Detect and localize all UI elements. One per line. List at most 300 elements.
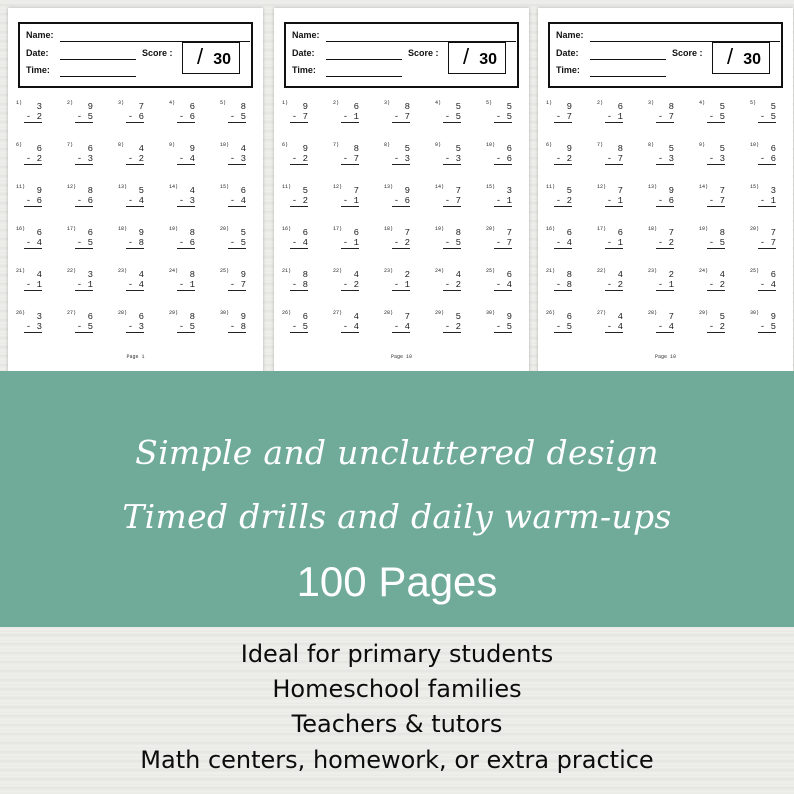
- subtrahend-value: 6: [189, 238, 195, 248]
- subtrahend-value: 2: [36, 112, 42, 122]
- minuend: 5: [668, 144, 674, 154]
- time-label: Time:: [556, 65, 580, 75]
- problem-number: 11): [282, 184, 292, 190]
- problem-number: 21): [282, 268, 292, 274]
- subtraction-problem: [384, 226, 432, 260]
- minus-sign: -: [25, 280, 37, 290]
- problem-number: 26): [546, 310, 556, 316]
- subtrahend: [443, 196, 461, 207]
- problem-number: 7): [597, 142, 604, 148]
- subtraction-problem: [435, 268, 483, 302]
- subtrahend: [494, 280, 512, 291]
- subtrahend: [126, 238, 144, 249]
- subtrahend: [177, 280, 195, 291]
- minuend: 9: [138, 228, 144, 238]
- subtrahend-value: 1: [668, 280, 674, 290]
- subtrahend: [656, 322, 674, 333]
- subtrahend: [228, 154, 246, 165]
- name-label: Name:: [556, 30, 584, 40]
- subtrahend-value: 1: [617, 196, 623, 206]
- subtrahend-value: 1: [770, 196, 776, 206]
- subtrahend-value: 2: [566, 154, 572, 164]
- subtrahend-value: 8: [302, 280, 308, 290]
- minuend: 7: [138, 102, 144, 112]
- subtrahend: [75, 238, 93, 249]
- page-number-label: Page 10: [390, 354, 412, 360]
- subtrahend-value: 4: [668, 322, 674, 332]
- audience-line-3: Teachers & tutors: [291, 710, 503, 738]
- minuend: 4: [617, 312, 623, 322]
- subtraction-problem: [435, 310, 483, 344]
- minuend: 4: [189, 186, 195, 196]
- subtraction-problem: [169, 310, 217, 344]
- subtrahend-value: 7: [240, 280, 246, 290]
- subtrahend-value: 1: [353, 196, 359, 206]
- minuend: 5: [240, 228, 246, 238]
- subtrahend-value: 4: [138, 196, 144, 206]
- subtrahend-value: 5: [189, 322, 195, 332]
- subtrahend: [177, 322, 195, 333]
- time-line: [60, 76, 136, 77]
- subtrahend-value: 2: [302, 154, 308, 164]
- subtrahend-value: 2: [455, 280, 461, 290]
- subtrahend: [605, 196, 623, 207]
- subtrahend: [290, 238, 308, 249]
- minuend: 5: [566, 186, 572, 196]
- subtrahend: [228, 280, 246, 291]
- subtrahend-value: 4: [353, 322, 359, 332]
- score-label: Score :: [672, 48, 703, 58]
- minus-sign: -: [25, 238, 37, 248]
- minus-sign: -: [76, 280, 88, 290]
- subtrahend: [290, 196, 308, 207]
- minuend: 6: [189, 102, 195, 112]
- subtraction-problem: [169, 226, 217, 260]
- minus-sign: -: [178, 322, 190, 332]
- subtraction-problem: [16, 100, 64, 134]
- minuend: 7: [404, 228, 410, 238]
- problem-number: 9): [699, 142, 706, 148]
- subtraction-problem: [220, 184, 268, 218]
- minus-sign: -: [759, 196, 771, 206]
- subtraction-problem: [118, 310, 166, 344]
- minuend: 5: [770, 102, 776, 112]
- minuend: 6: [138, 312, 144, 322]
- subtrahend-value: 4: [189, 154, 195, 164]
- minuend: 9: [302, 144, 308, 154]
- subtrahend: [177, 196, 195, 207]
- minus-sign: -: [606, 322, 618, 332]
- minuend: 8: [566, 270, 572, 280]
- subtraction-problem: [546, 100, 594, 134]
- problem-number: 13): [118, 184, 128, 190]
- minus-sign: -: [229, 154, 241, 164]
- minuend: 9: [566, 102, 572, 112]
- subtrahend: [656, 154, 674, 165]
- problem-number: 17): [597, 226, 607, 232]
- minuend: 9: [36, 186, 42, 196]
- minus-sign: -: [555, 322, 567, 332]
- subtraction-problem: [435, 100, 483, 134]
- minuend: 8: [353, 144, 359, 154]
- minuend: 8: [617, 144, 623, 154]
- subtrahend: [75, 112, 93, 123]
- minuend: 4: [240, 144, 246, 154]
- subtrahend-value: 8: [566, 280, 572, 290]
- feature-banner: [0, 371, 794, 627]
- minuend: 7: [719, 186, 725, 196]
- subtrahend-value: 3: [719, 154, 725, 164]
- subtrahend: [707, 322, 725, 333]
- minus-sign: -: [759, 154, 771, 164]
- minuend: 8: [189, 270, 195, 280]
- subtrahend-value: 6: [138, 112, 144, 122]
- minus-sign: -: [444, 112, 456, 122]
- subtraction-problem: [220, 142, 268, 176]
- problem-number: 23): [384, 268, 394, 274]
- minuend: 4: [353, 270, 359, 280]
- subtraction-problem: [333, 226, 381, 260]
- subtraction-problem: [16, 184, 64, 218]
- minus-sign: -: [76, 196, 88, 206]
- subtrahend-value: 1: [353, 112, 359, 122]
- minus-sign: -: [76, 322, 88, 332]
- minuend: 9: [506, 312, 512, 322]
- subtraction-problem: [67, 310, 115, 344]
- subtraction-problem: [118, 226, 166, 260]
- problem-number: 3): [384, 100, 391, 106]
- minus-sign: -: [393, 280, 405, 290]
- subtrahend: [177, 238, 195, 249]
- subtrahend: [177, 112, 195, 123]
- minus-sign: -: [342, 112, 354, 122]
- minus-sign: -: [495, 112, 507, 122]
- subtraction-problem: [169, 268, 217, 302]
- problem-number: 19): [699, 226, 709, 232]
- subtrahend-value: 6: [87, 196, 93, 206]
- minus-sign: -: [708, 238, 720, 248]
- subtraction-problem: [597, 310, 645, 344]
- minuend: 3: [506, 186, 512, 196]
- subtrahend-value: 7: [617, 154, 623, 164]
- subtrahend: [392, 322, 410, 333]
- minus-sign: -: [495, 280, 507, 290]
- subtrahend: [126, 280, 144, 291]
- minuend: 3: [770, 186, 776, 196]
- subtraction-problem: [486, 226, 534, 260]
- minuend: 8: [87, 186, 93, 196]
- subtrahend: [24, 154, 42, 165]
- problem-number: 18): [118, 226, 128, 232]
- subtraction-problem: [16, 310, 64, 344]
- problem-number: 9): [435, 142, 442, 148]
- subtrahend: [228, 112, 246, 123]
- problem-number: 30): [220, 310, 230, 316]
- subtraction-problem: [699, 310, 747, 344]
- subtrahend: [707, 112, 725, 123]
- subtrahend-value: 4: [770, 280, 776, 290]
- minuend: 4: [36, 270, 42, 280]
- problem-number: 15): [750, 184, 760, 190]
- minus-sign: -: [495, 322, 507, 332]
- subtrahend: [494, 196, 512, 207]
- minus-sign: -: [127, 322, 139, 332]
- subtrahend: [494, 154, 512, 165]
- subtraction-problem: [750, 268, 794, 302]
- problem-number: 2): [333, 100, 340, 106]
- subtraction-problem: [333, 184, 381, 218]
- minus-sign: -: [342, 196, 354, 206]
- subtraction-problem: [648, 100, 696, 134]
- subtraction-problem: [597, 142, 645, 176]
- minus-sign: -: [178, 238, 190, 248]
- subtrahend-value: 1: [87, 280, 93, 290]
- minus-sign: -: [178, 280, 190, 290]
- minus-sign: -: [444, 280, 456, 290]
- problem-number: 8): [118, 142, 125, 148]
- minus-sign: -: [555, 196, 567, 206]
- subtraction-problem: [486, 142, 534, 176]
- score-max: 30: [479, 51, 497, 68]
- minus-sign: -: [708, 112, 720, 122]
- minus-sign: -: [127, 112, 139, 122]
- minuend: 4: [617, 270, 623, 280]
- minuend: 8: [189, 312, 195, 322]
- subtrahend-value: 3: [189, 196, 195, 206]
- minuend: 8: [240, 102, 246, 112]
- problem-number: 30): [750, 310, 760, 316]
- minus-sign: -: [657, 322, 669, 332]
- problem-number: 21): [546, 268, 556, 274]
- subtraction-problem: [67, 268, 115, 302]
- minus-sign: -: [444, 196, 456, 206]
- problem-number: 25): [486, 268, 496, 274]
- subtrahend-value: 6: [189, 112, 195, 122]
- minuend: 6: [353, 228, 359, 238]
- minuend: 9: [240, 312, 246, 322]
- minus-sign: -: [393, 154, 405, 164]
- minus-sign: -: [708, 154, 720, 164]
- minus-sign: -: [555, 154, 567, 164]
- subtrahend: [554, 154, 572, 165]
- subtrahend: [656, 112, 674, 123]
- subtraction-problem: [486, 310, 534, 344]
- subtraction-problem: [435, 184, 483, 218]
- subtrahend-value: 6: [770, 154, 776, 164]
- minuend: 9: [566, 144, 572, 154]
- minuend: 7: [770, 228, 776, 238]
- subtrahend-value: 6: [668, 196, 674, 206]
- worksheet-header-box: [284, 22, 519, 88]
- subtraction-problem: [597, 184, 645, 218]
- subtraction-problem: [220, 226, 268, 260]
- subtrahend: [75, 154, 93, 165]
- subtraction-problem: [699, 184, 747, 218]
- minus-sign: -: [708, 280, 720, 290]
- minus-sign: -: [606, 238, 618, 248]
- worksheet-page-1: [8, 8, 263, 380]
- subtrahend-value: 7: [455, 196, 461, 206]
- minus-sign: -: [657, 112, 669, 122]
- subtrahend-value: 3: [87, 154, 93, 164]
- minus-sign: -: [229, 196, 241, 206]
- subtrahend-value: 2: [719, 280, 725, 290]
- minuend: 8: [302, 270, 308, 280]
- date-line: [326, 59, 402, 60]
- minuend: 4: [455, 270, 461, 280]
- minus-sign: -: [708, 196, 720, 206]
- minus-sign: -: [555, 112, 567, 122]
- subtrahend-value: 1: [353, 238, 359, 248]
- minus-sign: -: [229, 322, 241, 332]
- minuend: 4: [719, 270, 725, 280]
- subtraction-problem: [118, 184, 166, 218]
- minus-sign: -: [495, 154, 507, 164]
- minuend: 6: [87, 144, 93, 154]
- minuend: 6: [506, 270, 512, 280]
- problem-number: 11): [16, 184, 26, 190]
- subtraction-problem: [435, 226, 483, 260]
- subtrahend: [290, 112, 308, 123]
- minuend: 5: [138, 186, 144, 196]
- minus-sign: -: [393, 238, 405, 248]
- subtraction-problem: [333, 142, 381, 176]
- score-label: Score :: [142, 48, 173, 58]
- subtraction-problem: [220, 310, 268, 344]
- problem-number: 16): [16, 226, 26, 232]
- minus-sign: -: [393, 322, 405, 332]
- name-label: Name:: [292, 30, 320, 40]
- subtraction-problem: [597, 268, 645, 302]
- subtrahend: [228, 322, 246, 333]
- subtrahend: [443, 154, 461, 165]
- subtraction-problem: [118, 100, 166, 134]
- subtrahend-value: 8: [240, 322, 246, 332]
- minus-sign: -: [291, 238, 303, 248]
- minuend: 6: [36, 228, 42, 238]
- subtrahend-value: 4: [138, 280, 144, 290]
- problem-number: 14): [699, 184, 709, 190]
- subtrahend: [24, 322, 42, 333]
- subtrahend: [443, 322, 461, 333]
- minus-sign: -: [25, 112, 37, 122]
- minus-sign: -: [76, 154, 88, 164]
- subtraction-problem: [699, 142, 747, 176]
- minuend: 6: [36, 144, 42, 154]
- subtrahend-value: 3: [404, 154, 410, 164]
- minus-sign: -: [127, 238, 139, 248]
- subtrahend-value: 6: [404, 196, 410, 206]
- minuend: 6: [566, 312, 572, 322]
- problem-number: 12): [597, 184, 607, 190]
- subtrahend-value: 4: [617, 322, 623, 332]
- minus-sign: -: [657, 154, 669, 164]
- subtrahend-value: 1: [404, 280, 410, 290]
- subtraction-problem: [384, 268, 432, 302]
- minuend: 6: [353, 102, 359, 112]
- subtrahend-value: 5: [87, 238, 93, 248]
- problem-number: 16): [282, 226, 292, 232]
- minuend: 3: [36, 312, 42, 322]
- page-number-label: Page 10: [654, 354, 676, 360]
- problem-number: 9): [169, 142, 176, 148]
- date-line: [590, 59, 666, 60]
- problem-number: 3): [118, 100, 125, 106]
- problem-number: 29): [699, 310, 709, 316]
- subtrahend: [707, 238, 725, 249]
- subtraction-problem: [384, 310, 432, 344]
- subtraction-problem: [546, 310, 594, 344]
- subtraction-problem: [750, 310, 794, 344]
- minus-sign: -: [444, 238, 456, 248]
- problem-number: 2): [67, 100, 74, 106]
- subtrahend-value: 5: [719, 238, 725, 248]
- time-line: [590, 76, 666, 77]
- problem-number: 26): [282, 310, 292, 316]
- subtrahend: [341, 154, 359, 165]
- subtrahend: [75, 280, 93, 291]
- minuend: 5: [719, 312, 725, 322]
- subtrahend: [758, 238, 776, 249]
- subtrahend-value: 2: [404, 238, 410, 248]
- subtrahend-value: 2: [617, 280, 623, 290]
- minus-sign: -: [342, 154, 354, 164]
- problem-number: 25): [220, 268, 230, 274]
- minus-sign: -: [178, 154, 190, 164]
- minuend: 5: [719, 102, 725, 112]
- minus-sign: -: [342, 322, 354, 332]
- subtrahend: [605, 238, 623, 249]
- minuend: 6: [506, 144, 512, 154]
- subtrahend-value: 5: [455, 238, 461, 248]
- subtrahend: [656, 196, 674, 207]
- subtrahend: [392, 154, 410, 165]
- subtrahend-value: 3: [240, 154, 246, 164]
- minus-sign: -: [291, 112, 303, 122]
- subtrahend-value: 4: [566, 238, 572, 248]
- subtrahend: [392, 238, 410, 249]
- subtrahend: [554, 322, 572, 333]
- subtrahend: [707, 154, 725, 165]
- subtrahend-value: 5: [566, 322, 572, 332]
- subtrahend: [75, 322, 93, 333]
- problem-number: 17): [67, 226, 77, 232]
- minus-sign: -: [444, 322, 456, 332]
- minus-sign: -: [25, 196, 37, 206]
- subtraction-problem: [750, 142, 794, 176]
- subtraction-problem: [648, 226, 696, 260]
- minus-sign: -: [393, 196, 405, 206]
- minuend: 5: [455, 102, 461, 112]
- subtrahend: [392, 112, 410, 123]
- subtraction-problem: [750, 100, 794, 134]
- problem-number: 13): [384, 184, 394, 190]
- minuend: 7: [353, 186, 359, 196]
- subtraction-problem: [648, 268, 696, 302]
- subtrahend: [24, 280, 42, 291]
- subtrahend-value: 7: [668, 112, 674, 122]
- problem-number: 17): [333, 226, 343, 232]
- minus-sign: -: [291, 196, 303, 206]
- subtrahend: [24, 238, 42, 249]
- problem-number: 22): [333, 268, 343, 274]
- name-label: Name:: [26, 30, 54, 40]
- minuend: 9: [404, 186, 410, 196]
- problem-number: 10): [220, 142, 230, 148]
- audience-line-2: Homeschool families: [272, 675, 522, 703]
- minus-sign: -: [25, 154, 37, 164]
- minuend: 6: [87, 312, 93, 322]
